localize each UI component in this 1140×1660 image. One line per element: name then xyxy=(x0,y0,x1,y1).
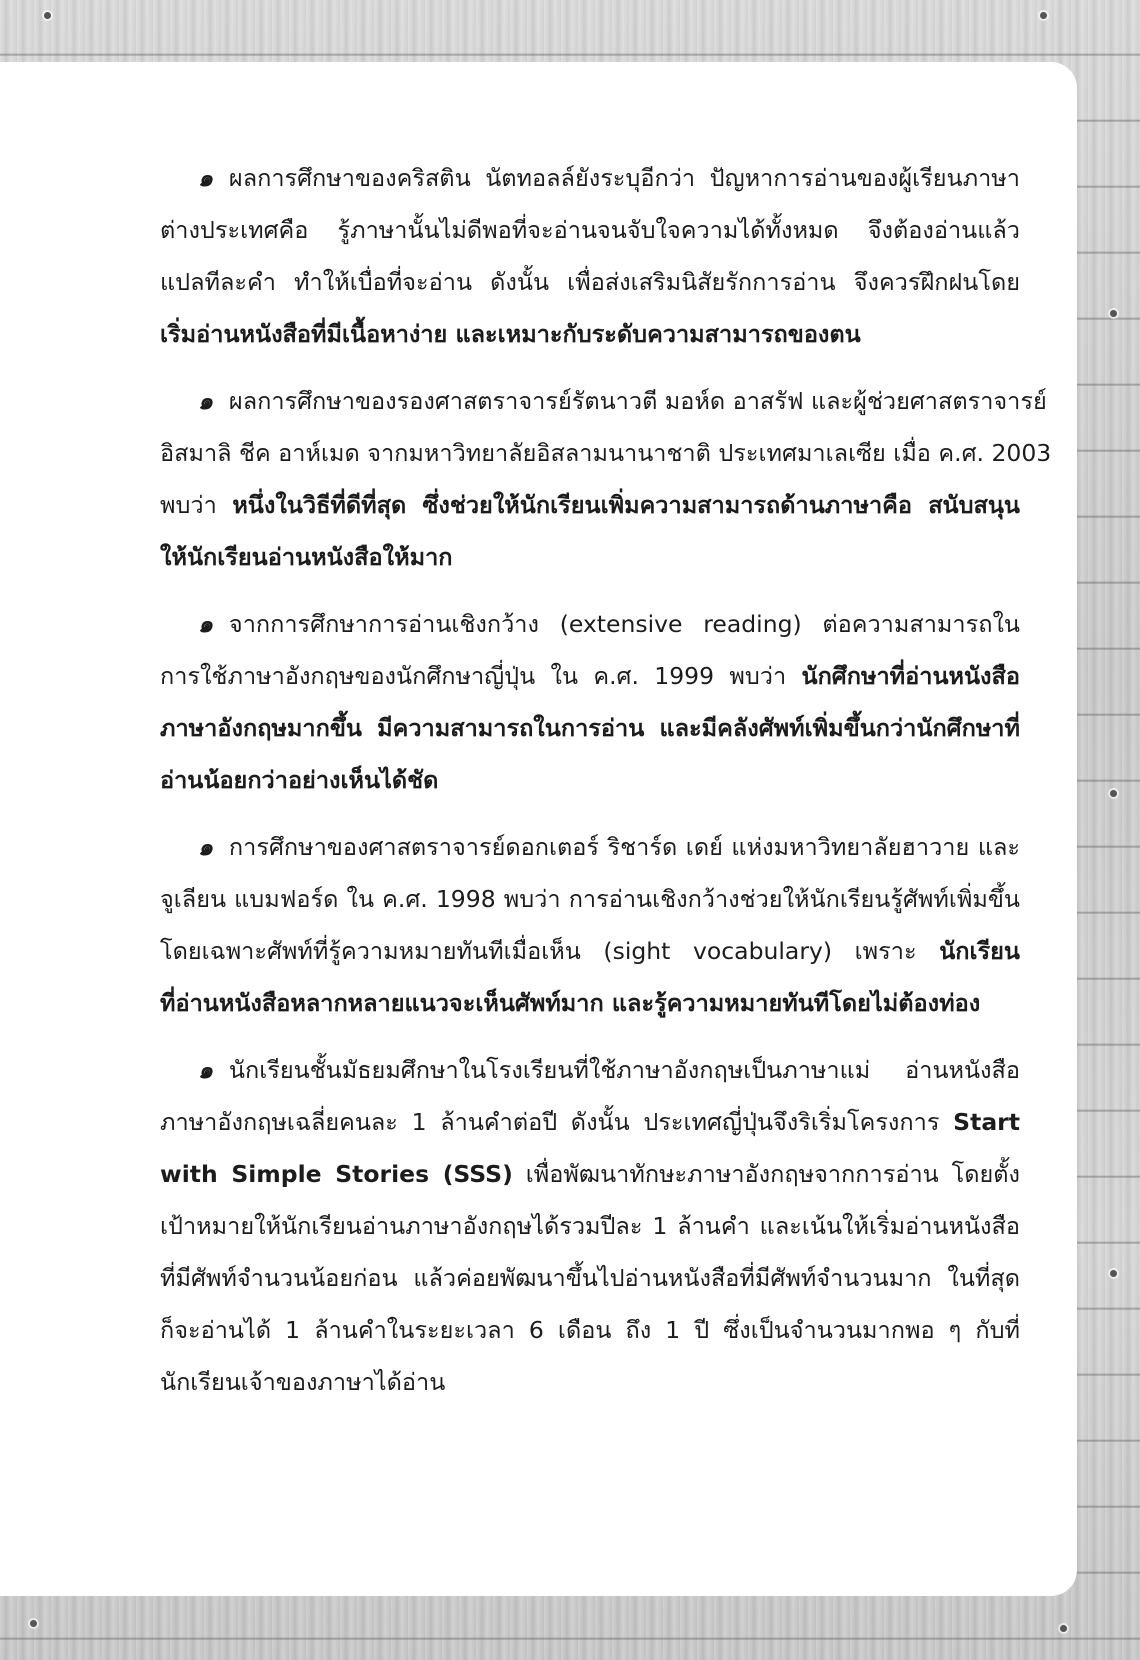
body-text: เพื่อพัฒนาทักษะภาษาอังกฤษจากการอ่าน โดยตั้ง xyxy=(512,1160,1020,1188)
body-text: ก็จะอ่านได้ 1 ล้านคำในระยะเวลา 6 เดือน ถึง 1 ปี ซึ่งเป็นจำนวนมากพอ ๆ กับที่ xyxy=(160,1316,1020,1344)
nail-decoration xyxy=(1060,1625,1067,1632)
text-line xyxy=(160,1096,1020,1148)
text-line xyxy=(160,1252,1020,1304)
nail-decoration xyxy=(1110,310,1117,317)
bold-text: อ่านน้อยกว่าอย่างเห็นได้ชัด xyxy=(160,766,439,794)
text-line xyxy=(160,256,1020,308)
body-text: นักเรียนเจ้าของภาษาได้อ่าน xyxy=(160,1368,446,1396)
body-text: ภาษาอังกฤษเฉลี่ยคนละ 1 ล้านคำต่อปี ดังนั้น ประเทศญี่ปุ่นจึงริเริ่มโครงการ xyxy=(160,1108,954,1136)
body-text: แปลทีละคำ ทำให้เบื่อที่จะอ่าน ดังนั้น เพื่อส่งเสริมนิสัยรักการอ่าน จึงควรฝึกฝนโดย xyxy=(160,268,1020,296)
text-line xyxy=(160,977,1020,1029)
bold-text: ที่อ่านหนังสือหลากหลายแนวจะเห็นศัพท์มาก และรู้ความหมายทันทีโดยไม่ต้องท่อง xyxy=(160,989,981,1017)
bullet-marker: ๑ xyxy=(198,833,213,861)
text-line xyxy=(160,873,1020,925)
article-body xyxy=(160,152,1052,1423)
bullet-marker: ๑ xyxy=(198,387,213,415)
text-line xyxy=(160,308,1020,360)
text-line xyxy=(160,598,1020,650)
body-text: การศึกษาของศาสตราจารย์ดอกเตอร์ ริชาร์ด เดย์ แห่งมหาวิทยาลัยฮาวาย และ xyxy=(228,833,1020,861)
bold-text: ให้นักเรียนอ่านหนังสือให้มาก xyxy=(160,543,453,571)
text-line xyxy=(160,821,1020,873)
text-line xyxy=(160,650,1020,702)
bold-text: with Simple Stories (SSS) xyxy=(160,1160,513,1188)
text-line xyxy=(160,1148,1020,1200)
nail-decoration xyxy=(1110,790,1117,797)
body-text: พบว่า xyxy=(160,491,233,519)
body-text: จากการศึกษาการอ่านเชิงกว้าง (extensive reading) ต่อความสามารถใน xyxy=(228,610,1020,638)
body-text: โดยเฉพาะศัพท์ที่รู้ความหมายทันทีเมื่อเห็น (sight vocabulary) เพราะ xyxy=(160,937,940,965)
paragraph xyxy=(160,821,1020,1029)
paragraph xyxy=(160,375,1052,583)
body-text: ต่างประเทศคือ รู้ภาษานั้นไม่ดีพอที่จะอ่านจนจับใจความได้ทั้งหมด จึงต้องอ่านแล้ว xyxy=(160,216,1020,244)
body-text: จูเลียน แบมฟอร์ด ใน ค.ศ. 1998 พบว่า การอ่านเชิงกว้างช่วยให้นักเรียนรู้ศัพท์เพิ่มขึ้น xyxy=(160,885,1020,913)
bold-text: Start xyxy=(953,1108,1020,1136)
text-line xyxy=(160,427,1052,479)
body-text: ผลการศึกษาของคริสติน นัตทอลล์ยังระบุอีกว่า ปัญหาการอ่านของผู้เรียนภาษา xyxy=(228,164,1020,192)
text-line xyxy=(160,1200,1020,1252)
body-text: ที่มีศัพท์จำนวนน้อยก่อน แล้วค่อยพัฒนาขึ้นไปอ่านหนังสือที่มีศัพท์จำนวนมาก ในที่สุด xyxy=(160,1264,1020,1292)
text-line xyxy=(160,531,1020,583)
text-line xyxy=(160,375,1047,427)
bold-text: นักศึกษาที่อ่านหนังสือ xyxy=(801,662,1020,690)
body-text: นักเรียนชั้นมัธยมศึกษาในโรงเรียนที่ใช้ภาษาอังกฤษเป็นภาษาแม่ อ่านหนังสือ xyxy=(228,1056,1020,1084)
nail-decoration xyxy=(30,1620,37,1627)
text-line xyxy=(160,925,1020,977)
nail-decoration xyxy=(1110,1270,1117,1277)
text-line xyxy=(160,204,1020,256)
body-text: อิสมาลิ ชีค อาห์เมด จากมหาวิทยาลัยอิสลามนานาชาติ ประเทศมาเลเซีย เมื่อ ค.ศ. 2003 xyxy=(160,439,1052,467)
text-line xyxy=(160,479,1020,531)
text-line xyxy=(160,1304,1020,1356)
page-sheet xyxy=(0,62,1077,1596)
paragraph xyxy=(160,1044,1020,1408)
body-text: เป้าหมายให้นักเรียนอ่านภาษาอังกฤษได้รวมปีละ 1 ล้านคำ และเน้นให้เริ่มอ่านหนังสือ xyxy=(160,1212,1020,1240)
bold-text: ภาษาอังกฤษมากขึ้น มีความสามารถในการอ่าน และมีคลังศัพท์เพิ่มขึ้นกว่านักศึกษาที่ xyxy=(160,714,1020,742)
text-line xyxy=(160,1044,1020,1096)
bold-text: นักเรียน xyxy=(939,937,1020,965)
body-text: การใช้ภาษาอังกฤษของนักศึกษาญี่ปุ่น ใน ค.ศ. 1999 พบว่า xyxy=(160,662,802,690)
bullet-marker: ๑ xyxy=(198,164,213,192)
text-line xyxy=(160,1356,1020,1408)
body-text: ผลการศึกษาของรองศาสตราจารย์รัตนาวตี มอห์ด อาสรัฟ และผู้ช่วยศาสตราจารย์ xyxy=(228,387,1047,415)
text-line xyxy=(160,754,1020,806)
bold-text: หนึ่งในวิธีที่ดีที่สุด ซึ่งช่วยให้นักเรียนเพิ่มความสามารถด้านภาษาคือ สนับสนุน xyxy=(232,491,1020,519)
paragraph xyxy=(160,598,1020,806)
bullet-marker: ๑ xyxy=(198,610,213,638)
bullet-marker: ๑ xyxy=(198,1056,213,1084)
nail-decoration xyxy=(44,12,51,19)
nail-decoration xyxy=(1040,12,1047,19)
paragraph xyxy=(160,152,1020,360)
text-line xyxy=(160,152,1020,204)
text-line xyxy=(160,702,1020,754)
bold-text: เริ่มอ่านหนังสือที่มีเนื้อหาง่าย และเหมาะกับระดับความสามารถของตน xyxy=(160,320,861,348)
